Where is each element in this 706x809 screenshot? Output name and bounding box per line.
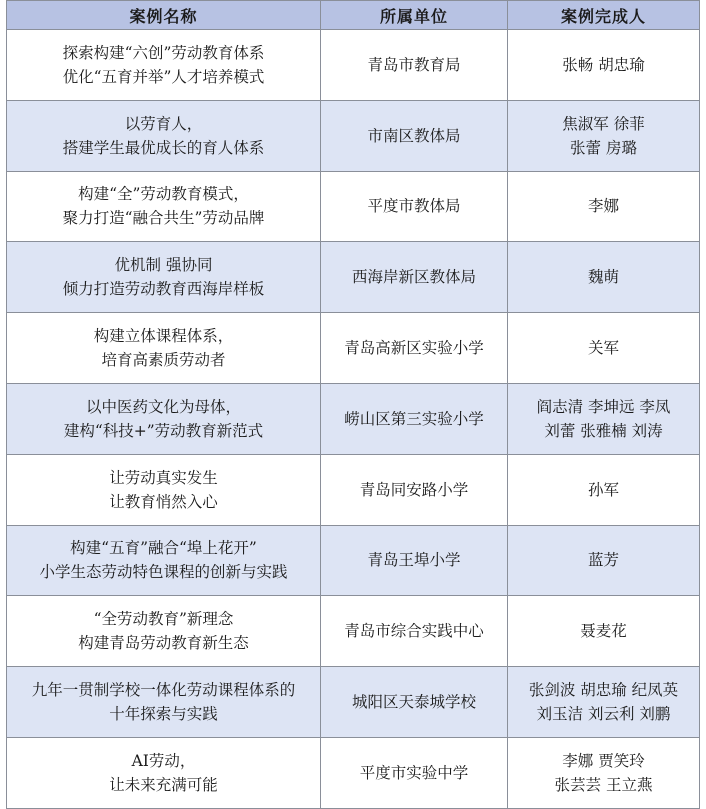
- case-name-cell-line: 九年一贯制学校一体化劳动课程体系的: [31, 681, 296, 700]
- people-cell: [508, 596, 700, 667]
- case-name-cell-line: 构建青岛劳动教育新生态: [78, 634, 249, 653]
- people-cell-line: 孙军: [587, 480, 619, 499]
- unit-cell: 青岛高新区实验小学: [321, 313, 508, 384]
- unit-cell: 青岛同安路小学: [321, 454, 508, 525]
- unit-cell: 崂山区第三实验小学: [321, 383, 508, 454]
- table-row: [7, 383, 700, 454]
- unit-cell: 平度市教体局: [321, 171, 508, 242]
- case-name-cell-line: 构建“全”劳动教育模式，: [78, 185, 249, 204]
- case-name-cell: [7, 242, 321, 313]
- table-row: [7, 737, 700, 808]
- case-name-cell: [7, 525, 321, 596]
- case-name-cell: [7, 667, 321, 738]
- case-name-cell-line: 让教育悄然入心: [109, 492, 218, 511]
- header-case-name: 案例名称: [7, 1, 321, 30]
- case-name-cell: [7, 383, 321, 454]
- people-cell: [508, 667, 700, 738]
- case-name-cell-line: 以中医药文化为母体，: [85, 397, 241, 416]
- case-name-cell-line: 倾力打造劳动教育西海岸样板: [62, 280, 265, 299]
- people-cell-line: 关军: [587, 339, 619, 358]
- case-name-cell-line: 聚力打造“融合共生”劳动品牌: [62, 209, 265, 228]
- case-name-cell-line: 探索构建“六创”劳动教育体系: [62, 43, 265, 62]
- people-cell: [508, 525, 700, 596]
- case-name-cell-line: 建构“科技+”劳动教育新范式: [63, 421, 264, 440]
- case-name-cell-line: 让未来充满可能: [109, 775, 218, 794]
- case-table: [6, 0, 700, 809]
- case-name-cell-line: 十年探索与实践: [109, 705, 218, 724]
- case-name-cell-line: 优化“五育并举”人才培养模式: [62, 67, 265, 86]
- case-name-cell-line: 培育高素质劳动者: [101, 351, 226, 370]
- case-name-cell-line: 以劳育人，: [124, 114, 203, 133]
- unit-cell: 平度市实验中学: [321, 737, 508, 808]
- unit-cell: 城阳区天泰城学校: [321, 667, 508, 738]
- people-cell-line: 张剑波 胡忠瑜 纪凤英: [528, 681, 679, 700]
- table-body: [7, 30, 700, 809]
- people-cell-line: 李娜: [587, 197, 619, 216]
- people-cell: [508, 30, 700, 101]
- table-row: [7, 667, 700, 738]
- case-table-container: [6, 0, 699, 809]
- unit-cell: 青岛王埠小学: [321, 525, 508, 596]
- people-cell-line: 刘蕾 张雅楠 刘涛: [544, 421, 663, 440]
- case-name-cell-line: AI劳动，: [131, 751, 196, 770]
- people-cell: [508, 737, 700, 808]
- table-row: [7, 313, 700, 384]
- case-name-cell-line: “全劳动教育”新理念: [93, 610, 234, 629]
- people-cell-line: 焦淑军 徐菲: [562, 114, 645, 133]
- case-name-cell-line: 小学生态劳动特色课程的创新与实践: [39, 563, 288, 582]
- people-cell-line: 阎志清 李坤远 李凤: [536, 397, 671, 416]
- people-cell-line: 李娜 贾笑玲: [562, 751, 645, 770]
- table-row: [7, 242, 700, 313]
- case-name-cell: [7, 596, 321, 667]
- people-cell-line: 蓝芳: [587, 551, 619, 570]
- people-cell: [508, 100, 700, 171]
- people-cell: [508, 242, 700, 313]
- case-name-cell-line: 构建“五育”融合“埠上花开”: [70, 539, 257, 558]
- header-row: [7, 1, 700, 30]
- case-name-cell: [7, 171, 321, 242]
- header-unit: 所属单位: [321, 1, 508, 30]
- case-name-cell: [7, 30, 321, 101]
- case-name-cell-line: 优机制 强协同: [114, 256, 213, 275]
- unit-cell: 市南区教体局: [321, 100, 508, 171]
- header-people: 案例完成人: [508, 1, 700, 30]
- table-row: [7, 525, 700, 596]
- people-cell-line: 刘玉洁 刘云利 刘鹏: [536, 705, 671, 724]
- case-name-cell-line: 搭建学生最优成长的育人体系: [62, 138, 265, 157]
- table-row: [7, 171, 700, 242]
- people-cell: [508, 171, 700, 242]
- case-name-cell: [7, 737, 321, 808]
- people-cell-line: 聂麦花: [580, 622, 627, 641]
- table-row: [7, 596, 700, 667]
- people-cell-line: 魏萌: [587, 268, 619, 287]
- people-cell-line: 张蕾 房璐: [570, 138, 637, 157]
- case-name-cell-line: 让劳动真实发生: [109, 468, 218, 487]
- case-name-cell: [7, 313, 321, 384]
- table-row: [7, 30, 700, 101]
- people-cell: [508, 383, 700, 454]
- table-row: [7, 100, 700, 171]
- people-cell-line: 张畅 胡忠瑜: [562, 55, 645, 74]
- case-name-cell: [7, 454, 321, 525]
- unit-cell: 青岛市教育局: [321, 30, 508, 101]
- people-cell-line: 张芸芸 王立燕: [554, 775, 653, 794]
- unit-cell: 青岛市综合实践中心: [321, 596, 508, 667]
- people-cell: [508, 454, 700, 525]
- table-row: [7, 454, 700, 525]
- people-cell: [508, 313, 700, 384]
- case-name-cell: [7, 100, 321, 171]
- case-name-cell-line: 构建立体课程体系，: [93, 327, 234, 346]
- unit-cell: 西海岸新区教体局: [321, 242, 508, 313]
